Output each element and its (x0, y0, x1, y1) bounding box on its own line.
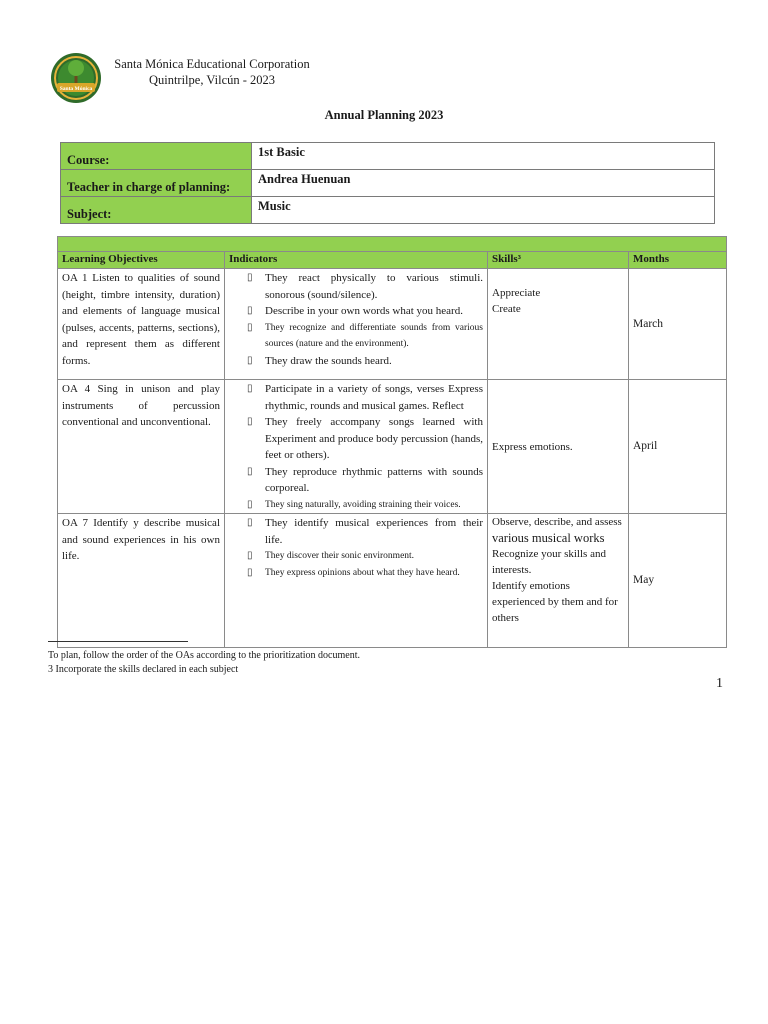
table-header-row (58, 252, 727, 269)
skill-item: Observe, describe, and assess (492, 516, 622, 528)
header-months: Months (629, 252, 727, 269)
indicator-item: ▯ They discover their sonic environment. (229, 548, 483, 565)
header-objectives: Learning Objectives (58, 252, 225, 269)
skill-item: Recognize your skills and interests. (492, 548, 606, 576)
skill-item: various musical works (492, 531, 605, 545)
skill-item: Appreciate (492, 287, 541, 299)
info-label: Subject: (61, 197, 252, 224)
info-label: Teacher in charge of planning: (61, 170, 252, 197)
skill-item: Identify emotions experienced by them and for others (492, 580, 618, 624)
indicator-item: ▯ They identify musical experiences from their life. (229, 515, 483, 548)
indicator-item: ▯ They freely accompany songs learned with Experiment and produce body percussion (hands, feet or others). (229, 414, 483, 464)
info-value: Andrea Huenuan (252, 170, 715, 197)
planning-table (57, 236, 727, 648)
table-top-band (58, 237, 727, 252)
footnote-divider (48, 641, 188, 642)
header-skills: Skills³ (488, 252, 629, 269)
skills-cell (488, 269, 629, 380)
indicator-item: ▯ They sing naturally, avoiding straining their voices. (229, 497, 483, 514)
info-value: Music (252, 197, 715, 224)
document-title: Annual Planning 2023 (324, 108, 444, 122)
info-value: 1st Basic (252, 143, 715, 170)
indicator-item: ▯ Participate in a variety of songs, verses Express rhythmic, rounds and musical games. Reflect (229, 381, 483, 414)
info-row-teacher (61, 170, 715, 197)
month-cell: May (629, 514, 727, 648)
indicators-cell (225, 380, 488, 514)
skill-item: Express emotions. (492, 440, 573, 453)
skills-cell (488, 514, 629, 648)
table-row (58, 514, 727, 648)
objective-cell: OA 4 Sing in unison and play instruments of percussion conventional and unconventional. (58, 380, 225, 514)
org-location: Quintrilpe, Vilcún - 2023 (148, 73, 276, 87)
header-indicators: Indicators (225, 252, 488, 269)
logo-text: Santa Mónica (59, 86, 93, 92)
objective-cell: OA 7 Identify y describe musical and sound experiences in his own life. (58, 514, 225, 648)
table-row (58, 269, 727, 380)
course-info-table (60, 142, 715, 224)
indicator-item: ▯ They draw the sounds heard. (229, 353, 483, 370)
footnote: 3 Incorporate the skills declared in each subject (48, 664, 239, 675)
month-cell: March (629, 269, 727, 380)
school-logo (50, 52, 102, 104)
organization-header (112, 56, 312, 88)
indicator-item: ▯ They reproduce rhythmic patterns with sounds corporeal. (229, 464, 483, 497)
page-number: 1 (716, 676, 723, 691)
footnote: To plan, follow the order of the OAs according to the prioritization document. (48, 650, 360, 661)
indicator-item: ▯ They express opinions about what they have heard. (229, 565, 483, 582)
info-label: Course: (61, 143, 252, 170)
month-cell: April (629, 380, 727, 514)
objective-cell: OA 1 Listen to qualities of sound (height, timbre intensity, duration) and elements of language musical (pulses, accents, patterns, sections), and represent them as different forms. (58, 269, 225, 380)
indicator-item: ▯ They react physically to various stimuli. sonorous (sound/silence). (229, 270, 483, 303)
indicators-cell (225, 514, 488, 648)
skills-cell (488, 380, 629, 514)
org-name: Santa Mónica Educational Corporation (114, 57, 310, 71)
info-row-course (61, 143, 715, 170)
indicator-item: ▯ They recognize and differentiate sounds from various sources (nature and the environment). (229, 320, 483, 353)
indicator-item: ▯ Describe in your own words what you heard. (229, 303, 483, 320)
indicators-cell (225, 269, 488, 380)
table-row (58, 380, 727, 514)
skill-item: Create (492, 303, 521, 315)
info-row-subject (61, 197, 715, 224)
